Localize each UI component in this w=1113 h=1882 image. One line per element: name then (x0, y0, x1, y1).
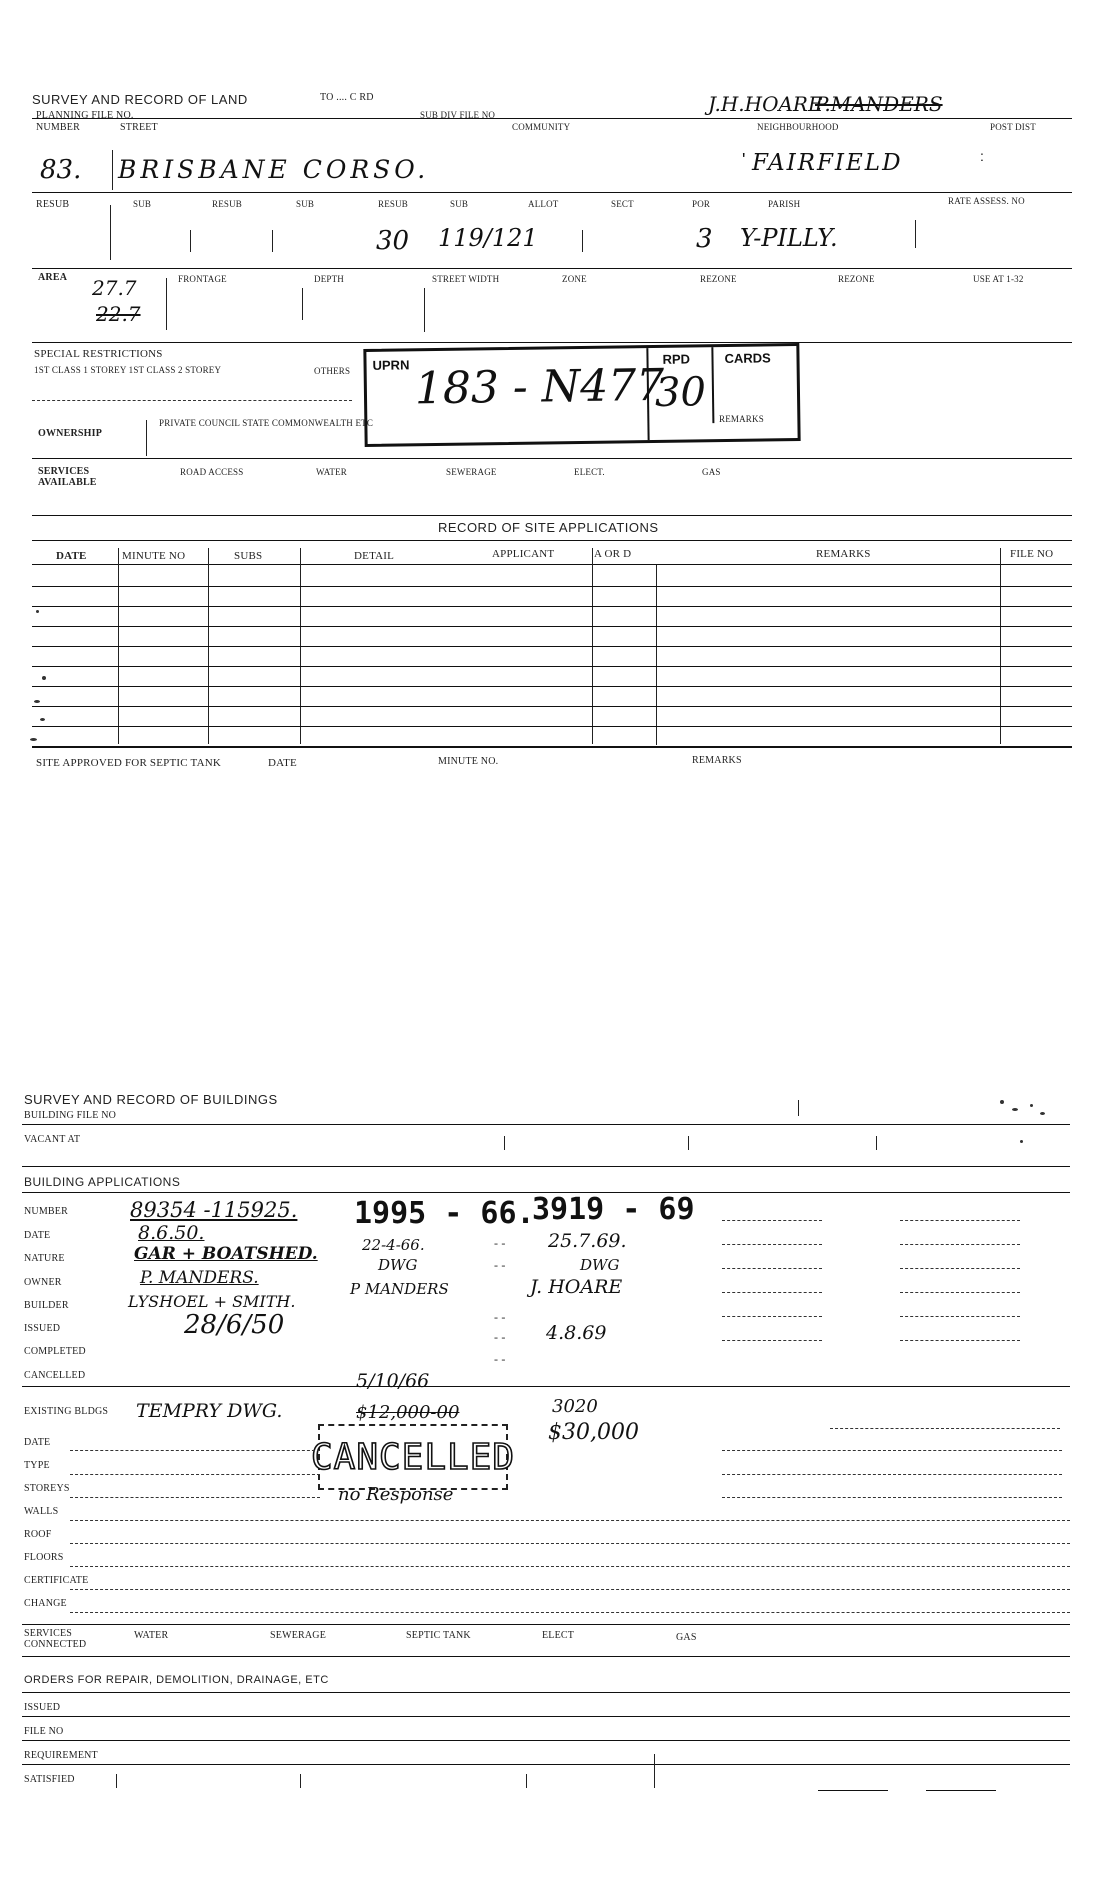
rule (830, 1428, 1060, 1429)
rate-assess-label: RATE ASSESS. NO (948, 196, 1025, 206)
row-label-builder: BUILDER (24, 1300, 69, 1311)
allot-value: 119/121 (438, 224, 538, 252)
frontage-label: FRONTAGE (178, 274, 227, 284)
scan-speck (1012, 1108, 1018, 1111)
divider (110, 205, 111, 260)
divider (190, 230, 191, 252)
rule (900, 1220, 1020, 1221)
rule (32, 564, 1072, 565)
detail-label-storeys: STOREYS (24, 1483, 70, 1494)
sub2-label: SUB (296, 199, 315, 209)
app1-builder: LYSHOEL + SMITH. (128, 1292, 296, 1311)
app3-issued: 4.8.69 (546, 1322, 607, 1344)
detail-label-date: DATE (24, 1437, 51, 1448)
septic-date-label: DATE (268, 757, 297, 769)
rule (22, 1692, 1070, 1693)
rule (70, 1474, 320, 1475)
area-new-value: 27.7 (92, 276, 137, 300)
rule (722, 1244, 822, 1245)
col-applicant: APPLICANT (492, 548, 555, 560)
app2-number: 1995 - 66. (354, 1196, 535, 1231)
others-label: OTHERS (314, 366, 351, 376)
area-old-value: 22.7 (96, 302, 141, 326)
detail-label-type: TYPE (24, 1460, 50, 1471)
dash-marker: - - (494, 1352, 506, 1366)
rule (22, 1124, 1070, 1125)
rule (70, 1612, 1070, 1613)
rule (32, 515, 1072, 516)
sub3-label: SUB (450, 199, 469, 209)
rule (32, 746, 1072, 748)
divider (302, 288, 303, 320)
rule (722, 1450, 1062, 1451)
dash-marker: - - (494, 1258, 506, 1272)
value-amount-2: 3020 (552, 1396, 598, 1417)
detail-label-change: CHANGE (24, 1598, 67, 1609)
rule (22, 1716, 1070, 1717)
service-septic-tank: SEPTIC TANK (406, 1630, 471, 1641)
service-elect: ELECT (542, 1630, 575, 1641)
service-sewerage: SEWERAGE (270, 1630, 327, 1641)
rule (32, 706, 1072, 707)
app2-nature: DWG (378, 1256, 418, 1274)
uprn-stamp (363, 343, 800, 447)
por-value: 3 (696, 224, 713, 254)
service-gas: GAS (676, 1632, 697, 1643)
scan-speck (1000, 1100, 1004, 1104)
app1-nature: GAR + BOATSHED. (134, 1244, 318, 1264)
scan-speck (1020, 1140, 1023, 1143)
divider (876, 1136, 877, 1150)
rule (32, 646, 1072, 647)
dash-marker: - - (494, 1310, 506, 1324)
divider (915, 220, 916, 248)
rule (70, 1520, 1070, 1521)
rule (22, 1386, 1070, 1387)
divider (116, 1774, 117, 1788)
dash-marker: - - (494, 1330, 506, 1344)
divider (798, 1100, 799, 1116)
col-date: DATE (56, 550, 87, 562)
rule (722, 1474, 1062, 1475)
resub2-label: RESUB (212, 199, 243, 209)
app2-date: 22-4-66. (362, 1236, 425, 1254)
rule (722, 1268, 822, 1269)
scan-speck (30, 738, 37, 741)
detail-label-certificate: CERTIFICATE (24, 1575, 89, 1586)
divider (146, 420, 147, 456)
building-applications-title: BUILDING APPLICATIONS (24, 1175, 181, 1189)
scan-speck (40, 718, 45, 721)
divider (166, 278, 167, 330)
detail-label-roof: ROOF (24, 1529, 52, 1540)
app1-issued: 28/6/50 (184, 1310, 285, 1340)
divider (656, 565, 657, 745)
rpd-label: RPD (662, 351, 691, 367)
rule (818, 1790, 888, 1791)
row-label-owner: OWNER (24, 1277, 62, 1288)
resub3-label: RESUB (378, 199, 409, 209)
rule (32, 540, 1072, 541)
class-row-label: 1ST CLASS 1 STOREY 1ST CLASS 2 STOREY (34, 365, 222, 375)
street-width-label: STREET WIDTH (432, 274, 500, 284)
rule (22, 1166, 1070, 1167)
rule (32, 268, 1072, 269)
neighbourhood-value: FAIRFIELD (752, 150, 903, 176)
planning-file-label: PLANNING FILE NO. (36, 110, 134, 121)
rule (32, 666, 1072, 667)
vacant-label: VACANT AT (24, 1134, 81, 1145)
orders-file: FILE NO (24, 1726, 64, 1737)
rule (22, 1764, 1070, 1765)
detail-label-walls: WALLS (24, 1506, 59, 1517)
existing-bldgs-value: TEMPRY DWG. (136, 1400, 283, 1422)
sect-label: SECT (611, 199, 634, 209)
divider (504, 1136, 505, 1150)
rule (722, 1220, 822, 1221)
app3-nature: DWG (580, 1256, 620, 1274)
septic-site-label: SITE APPROVED FOR SEPTIC TANK (36, 757, 222, 769)
rule (22, 1624, 1070, 1625)
col-file: FILE NO (1010, 548, 1054, 560)
rule (32, 626, 1072, 627)
row-label-date: DATE (24, 1230, 51, 1241)
remarks-small-label: REMARKS (719, 414, 764, 424)
orders-requirement: REQUIREMENT (24, 1750, 98, 1761)
subdiv-file-label: SUB DIV FILE NO (420, 110, 496, 120)
area-label: AREA (38, 272, 68, 283)
septic-minute-label: MINUTE NO. (438, 756, 499, 767)
rule (940, 192, 1070, 193)
land-card-title: SURVEY AND RECORD OF LAND (32, 92, 248, 107)
divider (112, 150, 113, 190)
divider (688, 1136, 689, 1150)
col-minute: MINUTE NO (122, 550, 186, 562)
orders-issued: ISSUED (24, 1702, 61, 1713)
uprn-value: 183 - N477 (414, 359, 665, 415)
parish-value: Y-PILLY. (740, 224, 838, 252)
app3-date: 25.7.69. (548, 1230, 627, 1252)
services-available-label: SERVICES AVAILABLE (38, 466, 97, 488)
rezone2-label: REZONE (838, 274, 875, 284)
value-amount-1: $12,000-00 (356, 1402, 460, 1423)
service-water: WATER (134, 1630, 169, 1641)
rule (722, 1497, 1062, 1498)
septic-remarks-label: REMARKS (692, 755, 742, 766)
rule (32, 192, 1072, 193)
cancelled-stamp (310, 1424, 516, 1490)
tick-mark: ' (742, 150, 746, 170)
sub-label: SUB (133, 199, 152, 209)
depth-label: DEPTH (314, 274, 344, 284)
rule (70, 1566, 1070, 1567)
water-label: WATER (316, 467, 347, 477)
buildings-card-title: SURVEY AND RECORD OF BUILDINGS (24, 1092, 278, 1107)
allot-label: ALLOT (528, 199, 559, 209)
divider (300, 1774, 301, 1788)
rule (900, 1340, 1020, 1341)
rule (32, 606, 1072, 607)
zone-label: ZONE (562, 274, 587, 284)
divider (424, 288, 425, 332)
rule (32, 342, 1072, 343)
land-card-title-extra: TO .... C RD (320, 92, 374, 103)
parish-label: PARISH (768, 199, 801, 209)
rule (70, 1497, 320, 1498)
row-label-number: NUMBER (24, 1206, 68, 1217)
row-label-completed: COMPLETED (24, 1346, 86, 1357)
scan-speck (36, 610, 39, 613)
rule (32, 586, 1072, 587)
owner-current: J.H.HOARE (708, 92, 823, 116)
cards-label: CARDS (724, 350, 771, 367)
cancelled-stamp-text: CANCELLED (310, 1436, 516, 1478)
owner-struck: P.MANDERS (815, 92, 943, 116)
ownership-options: PRIVATE COUNCIL STATE COMMONWEALTH ETC (159, 418, 374, 428)
rule (900, 1268, 1020, 1269)
app1-number: 89354 -115925. (130, 1198, 298, 1222)
scan-speck (1040, 1112, 1045, 1115)
app3-number: 3919 - 69 (532, 1192, 695, 1227)
divider (654, 1754, 655, 1788)
rule (70, 1543, 1070, 1544)
building-file-label: BUILDING FILE NO (24, 1110, 117, 1121)
rule (722, 1292, 822, 1293)
resub-label: RESUB (36, 199, 70, 210)
value-amount-3: $30,000 (548, 1420, 639, 1445)
row-label-nature: NATURE (24, 1253, 65, 1264)
street-label: STREET (120, 122, 158, 133)
sub-no-value: 30 (376, 226, 410, 256)
ownership-label: OWNERSHIP (38, 428, 103, 439)
rule (900, 1244, 1020, 1245)
col-a-or-d: A OR D (594, 548, 632, 560)
tick-mark: : (980, 148, 984, 164)
dash-marker: - - (494, 1236, 506, 1250)
number-label: NUMBER (36, 122, 80, 133)
app3-owner: J. HOARE (530, 1276, 623, 1298)
rule (32, 400, 352, 401)
rule (32, 458, 1072, 459)
col-remarks: REMARKS (816, 548, 871, 560)
street-name-value: BRISBANE CORSO. (118, 155, 430, 184)
detail-label-floors: FLOORS (24, 1552, 64, 1563)
rule (22, 1740, 1070, 1741)
stamp-note: no Response (338, 1484, 454, 1505)
scan-speck (34, 700, 40, 703)
divider (582, 230, 583, 252)
app2-cancelled: 5/10/66 (356, 1370, 430, 1392)
app1-owner: P. MANDERS. (140, 1268, 259, 1288)
rule (70, 1450, 320, 1451)
row-label-cancelled: CANCELLED (24, 1370, 86, 1381)
scan-speck (42, 676, 46, 680)
rule (926, 1790, 996, 1791)
uprn-label: UPRN (372, 357, 410, 373)
divider (526, 1774, 527, 1788)
sewerage-label: SEWERAGE (446, 467, 497, 477)
app2-owner: P MANDERS (350, 1280, 449, 1298)
rule (32, 726, 1072, 727)
rpd-value: 30 (654, 369, 707, 416)
row-label-issued: ISSUED (24, 1323, 61, 1334)
rule (722, 1316, 822, 1317)
col-detail: DETAIL (354, 550, 395, 562)
rule (32, 686, 1072, 687)
neighbourhood-label: NEIGHBOURHOOD (757, 122, 839, 132)
por-label: POR (692, 199, 711, 209)
post-dist-label: POST DIST (990, 122, 1036, 132)
existing-bldgs-label: EXISTING BLDGS (24, 1406, 109, 1417)
rule (722, 1340, 822, 1341)
community-label: COMMUNITY (512, 122, 571, 132)
rule (900, 1292, 1020, 1293)
road-access-label: ROAD ACCESS (180, 467, 244, 477)
app1-date: 8.6.50. (138, 1222, 205, 1244)
gas-label: GAS (702, 467, 721, 477)
orders-satisfied: SATISFIED (24, 1774, 75, 1785)
scan-speck (1030, 1104, 1033, 1107)
rezone-label: REZONE (700, 274, 737, 284)
use-label: USE AT 1-32 (973, 274, 1024, 284)
col-subs: SUBS (234, 550, 263, 562)
rule (22, 1656, 1070, 1657)
rule (32, 118, 1072, 119)
elect-label: ELECT. (574, 467, 605, 477)
special-restrictions-label: SPECIAL RESTRICTIONS (34, 348, 163, 360)
divider (272, 230, 273, 252)
services-connected-label: SERVICES CONNECTED (24, 1628, 87, 1650)
orders-title: ORDERS FOR REPAIR, DEMOLITION, DRAINAGE, ETC (24, 1674, 329, 1686)
rule (70, 1589, 1070, 1590)
rule (900, 1316, 1020, 1317)
site-applications-title: RECORD OF SITE APPLICATIONS (438, 520, 659, 535)
street-number-value: 83. (40, 155, 82, 185)
